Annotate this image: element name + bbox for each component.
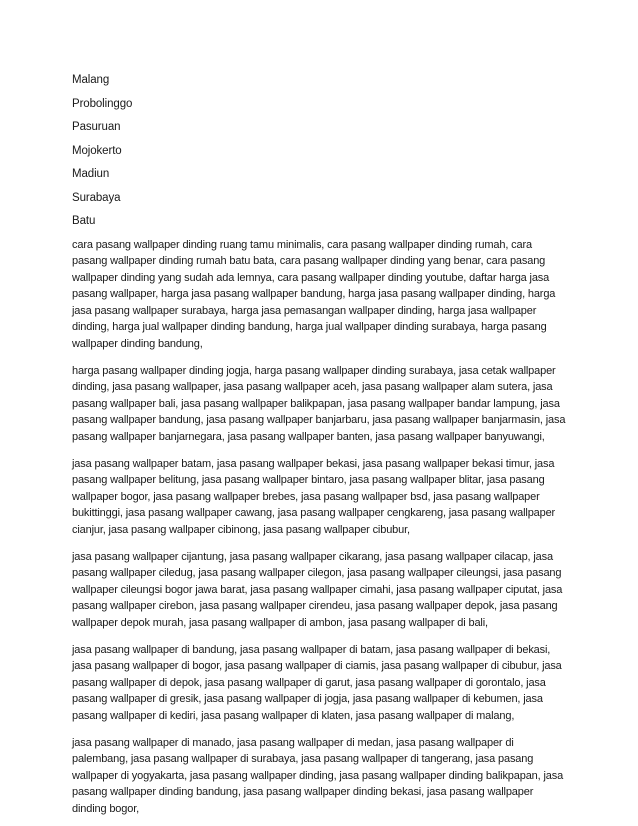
city-list-item: Batu: [72, 215, 96, 227]
city-list-item: Pasuruan: [72, 121, 121, 133]
city-list-item: Probolinggo: [72, 97, 133, 110]
keyword-paragraph: jasa pasang wallpaper batam, jasa pasang wallpaper bekasi, jasa pasang wallpaper bekasi timur, jasa pasang wallpaper belitung, jasa pasang wallpaper bintaro, jasa pasang wallpaper blitar, jasa pasang wallpaper bogor, jasa pasang wallpaper brebes, jasa pasang wallpaper bsd, jasa pasang wallpaper bukittinggi, jasa pasang wallpaper cawang, jasa pasang wallpaper cengkareng, jasa pasang wallpaper cianjur, jasa pasang wallpaper cibinong, jasa pasang wallpaper cibubur,: [72, 457, 556, 536]
keyword-paragraph: jasa pasang wallpaper di manado, jasa pasang wallpaper di medan, jasa pasang wallpaper di palembang, jasa pasang wallpaper di surabaya, jasa pasang wallpaper di tangerang, jasa pasang wallpaper di yogyakarta, jasa pasang wallpaper dinding, jasa pasang wallpaper dinding balikpapan, jasa pasang wallpaper dinding bandung, jasa pasang wallpaper dinding bekasi, jasa pasang wallpaper dinding bogor,: [72, 736, 564, 815]
city-list-item: Madiun: [72, 168, 110, 180]
city-list-item: Malang: [72, 74, 110, 86]
city-list: [72, 72, 570, 230]
keyword-paragraph: cara pasang wallpaper dinding ruang tamu minimalis, cara pasang wallpaper dinding rumah, cara pasang wallpaper dinding rumah batu bata, cara pasang wallpaper dinding yang benar, cara pasang wallpaper dinding yang sudah ada lemnya, cara pasang wallpaper dinding youtube, daftar harga jasa pasang wallpaper, harga jasa pasang wallpaper bandung, harga jasa pasang wallpaper dinding, harga jasa pasang wallpaper surabaya, harga jasa pemasangan wallpaper dinding, harga jasa wallpaper dinding, harga jual wallpaper dinding bandung, harga jual wallpaper dinding surabaya, harga pasang wallpaper dinding bandung,: [72, 238, 556, 351]
city-list-item: Mojokerto: [72, 144, 122, 157]
keyword-paragraph: jasa pasang wallpaper cijantung, jasa pasang wallpaper cikarang, jasa pasang wallpaper cilacap, jasa pasang wallpaper ciledug, jasa pasang wallpaper cilegon, jasa pasang wallpaper cileungsi, jasa pasang wallpaper cileungsi bogor jawa barat, jasa pasang wallpaper cimahi, jasa pasang wallpaper ciputat, jasa pasang wallpaper cirebon, jasa pasang wallpaper cirendeu, jasa pasang wallpaper depok, jasa pasang wallpaper depok murah, jasa pasang wallpaper di ambon, jasa pasang wallpaper di bali,: [72, 550, 563, 629]
keyword-paragraph: jasa pasang wallpaper di bandung, jasa pasang wallpaper di batam, jasa pasang wallpaper di bekasi, jasa pasang wallpaper di bogor, jasa pasang wallpaper di ciamis, jasa pasang wallpaper di cibubur, jasa pasang wallpaper di depok, jasa pasang wallpaper di garut, jasa pasang wallpaper di gorontalo, jasa pasang wallpaper di gresik, jasa pasang wallpaper di jogja, jasa pasang wallpaper di kebumen, jasa pasang wallpaper di kediri, jasa pasang wallpaper di klaten, jasa pasang wallpaper di malang,: [72, 643, 562, 722]
keyword-paragraphs: [72, 237, 570, 818]
city-list-item: Surabaya: [72, 191, 121, 204]
keyword-paragraph: harga pasang wallpaper dinding jogja, harga pasang wallpaper dinding surabaya, jasa cetak wallpaper dinding, jasa pasang wallpaper, jasa pasang wallpaper aceh, jasa pasang wallpaper alam sutera, jasa pasang wallpaper bali, jasa pasang wallpaper balikpapan, jasa pasang wallpaper bandar lampung, jasa pasang wallpaper bandung, jasa pasang wallpaper banjarbaru, jasa pasang wallpaper banjarmasin, jasa pasang wallpaper banjarnegara, jasa pasang wallpaper banten, jasa pasang wallpaper banyuwangi,: [72, 364, 566, 444]
